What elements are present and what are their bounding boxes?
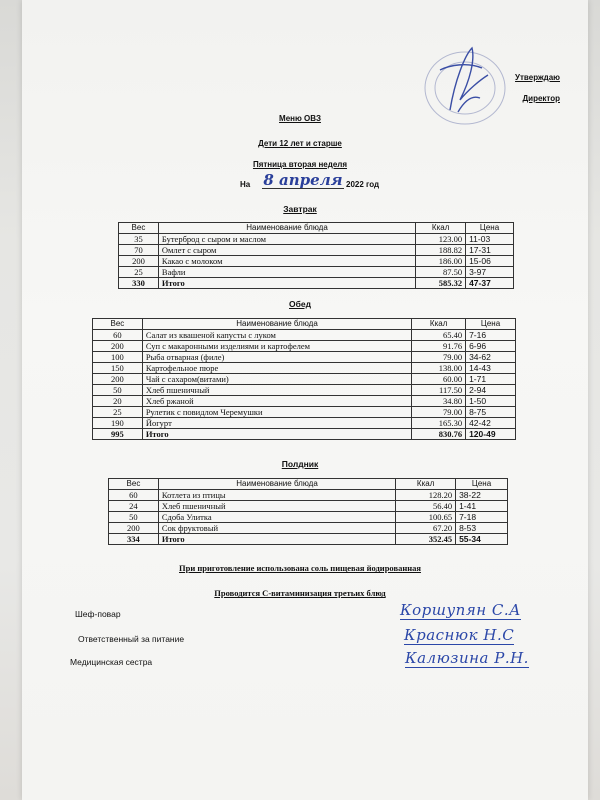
cell-dish: Рыба отварная (филе) [142,352,411,363]
column-dish: Наименование блюда [158,479,395,490]
table-row [93,385,516,396]
column-weight: Вес [93,319,143,330]
cell-price: 14-43 [466,363,516,374]
cell-kcal: 138.00 [412,363,466,374]
column-weight: Вес [119,223,159,234]
column-dish: Наименование блюда [158,223,415,234]
cell-weight: 200 [109,523,159,534]
column-kcal: Ккал [396,479,456,490]
cell-weight: 25 [119,267,159,278]
cell-kcal: 117.50 [412,385,466,396]
cell-kcal: 67.20 [396,523,456,534]
cell-price: 7-18 [456,512,508,523]
cell-price: 17-31 [466,245,514,256]
cell-weight: 190 [93,418,143,429]
cell-dish: Какао с молоком [158,256,415,267]
cell-dish: Хлеб ржаной [142,396,411,407]
cell-weight: 60 [93,330,143,341]
cell-weight: 200 [93,374,143,385]
table-row [119,267,514,278]
table-row [119,234,514,245]
cell-dish: Суп с макаронными изделиями и картофелем [142,341,411,352]
cell-kcal: 188.82 [416,245,466,256]
table-row [119,256,514,267]
cell-kcal: 123.00 [416,234,466,245]
director-label: Директор [522,94,560,103]
table-row [93,363,516,374]
snack-title: Полдник [281,459,319,469]
cell-kcal: 56.40 [396,501,456,512]
cell-dish: Итого [142,429,411,440]
table-row [119,245,514,256]
cell-price: 8-53 [456,523,508,534]
cell-dish: Йогурт [142,418,411,429]
signature-role-chef: Шеф-повар [75,609,121,619]
cell-price: 1-71 [466,374,516,385]
total-row [119,278,514,289]
table-row [93,352,516,363]
cell-price: 38-22 [456,490,508,501]
cell-weight: 150 [93,363,143,374]
cell-kcal: 87.50 [416,267,466,278]
signature-nutrition: Краснюк Н.С [404,626,515,644]
cell-weight: 50 [109,512,159,523]
cell-dish: Рулетик с повидлом Черемушки [142,407,411,418]
cell-weight: 24 [109,501,159,512]
lunch-title: Обед [289,299,311,309]
cell-price: 2-94 [466,385,516,396]
cell-kcal: 352.45 [396,534,456,545]
table-row [109,523,508,534]
cell-kcal: 34.80 [412,396,466,407]
cell-dish: Хлеб пшеничный [158,501,395,512]
table-header-row [119,223,514,234]
cell-dish: Итого [158,278,415,289]
table-row [109,490,508,501]
cell-dish: Сок фруктовый [158,523,395,534]
cell-kcal: 165.30 [412,418,466,429]
column-price: Цена [466,223,514,234]
cell-dish: Итого [158,534,395,545]
cell-weight: 50 [93,385,143,396]
cell-kcal: 65.40 [412,330,466,341]
date-prefix: На [240,180,251,189]
cell-price: 1-50 [466,396,516,407]
cell-price: 7-16 [466,330,516,341]
breakfast-table [118,222,514,289]
cell-kcal: 79.00 [412,407,466,418]
cell-price: 6-96 [466,341,516,352]
cell-weight: 35 [119,234,159,245]
total-row [109,534,508,545]
approval-block [440,70,560,120]
cell-dish: Сдоба Улитка [158,512,395,523]
signature-role-nutrition: Ответственный за питание [78,634,185,644]
cell-weight: 200 [93,341,143,352]
date-handwritten: 8 апреля [263,171,343,189]
cell-weight: 995 [93,429,143,440]
cell-dish: Омлет с сыром [158,245,415,256]
table-row [109,501,508,512]
cell-price: 47-37 [466,278,514,289]
cell-dish: Картофельное пюре [142,363,411,374]
cell-weight: 100 [93,352,143,363]
table-row [93,396,516,407]
salt-note: При приготовление использована соль пищевая йодированная [179,563,421,573]
cell-price: 34-62 [466,352,516,363]
cell-weight: 70 [119,245,159,256]
column-price: Цена [466,319,516,330]
cell-kcal: 830.76 [412,429,466,440]
cell-dish: Котлета из птицы [158,490,395,501]
column-kcal: Ккал [416,223,466,234]
lunch-table [92,318,516,440]
cell-price: 42-42 [466,418,516,429]
signature-role-nurse: Медицинская сестра [70,657,153,667]
cell-kcal: 79.00 [412,352,466,363]
cell-kcal: 100.65 [396,512,456,523]
table-row [93,341,516,352]
cell-price: 11-03 [466,234,514,245]
cell-kcal: 186.00 [416,256,466,267]
column-price: Цена [456,479,508,490]
cell-price: 3-97 [466,267,514,278]
approval-label: Утверждаю [515,73,560,82]
column-kcal: Ккал [412,319,466,330]
table-row [93,330,516,341]
table-header-row [109,479,508,490]
cell-weight: 20 [93,396,143,407]
cell-weight: 60 [109,490,159,501]
day-label: Пятница вторая неделя [252,160,348,169]
cell-dish: Чай с сахаром(витами) [142,374,411,385]
total-row [93,429,516,440]
signature-chef: Коршупян С.А [400,601,521,619]
vitamin-note: Проводится С-витаминизация третьих блюд [214,588,386,598]
cell-weight: 330 [119,278,159,289]
cell-dish: Хлеб пшеничный [142,385,411,396]
cell-weight: 200 [119,256,159,267]
table-row [93,418,516,429]
cell-dish: Салат из квашеной капусты с луком [142,330,411,341]
column-dish: Наименование блюда [142,319,411,330]
cell-kcal: 585.32 [416,278,466,289]
cell-price: 55-34 [456,534,508,545]
column-weight: Вес [109,479,159,490]
year-label: 2022 год [346,180,380,189]
cell-dish: Вафли [158,267,415,278]
breakfast-title: Завтрак [283,204,317,214]
table-row [109,512,508,523]
snack-table [108,478,508,545]
cell-weight: 25 [93,407,143,418]
cell-kcal: 128.20 [396,490,456,501]
table-row [93,407,516,418]
cell-price: 15-06 [466,256,514,267]
cell-weight: 334 [109,534,159,545]
signature-nurse: Калюзина Р.Н. [405,649,529,667]
cell-dish: Бутерброд с сыром и маслом [158,234,415,245]
cell-price: 1-41 [456,501,508,512]
cell-price: 8-75 [466,407,516,418]
menu-title: Меню ОВЗ [279,114,321,123]
table-header-row [93,319,516,330]
cell-kcal: 91.76 [412,341,466,352]
age-group: Дети 12 лет и старше [258,139,342,148]
cell-price: 120-49 [466,429,516,440]
cell-kcal: 60.00 [412,374,466,385]
table-row [93,374,516,385]
